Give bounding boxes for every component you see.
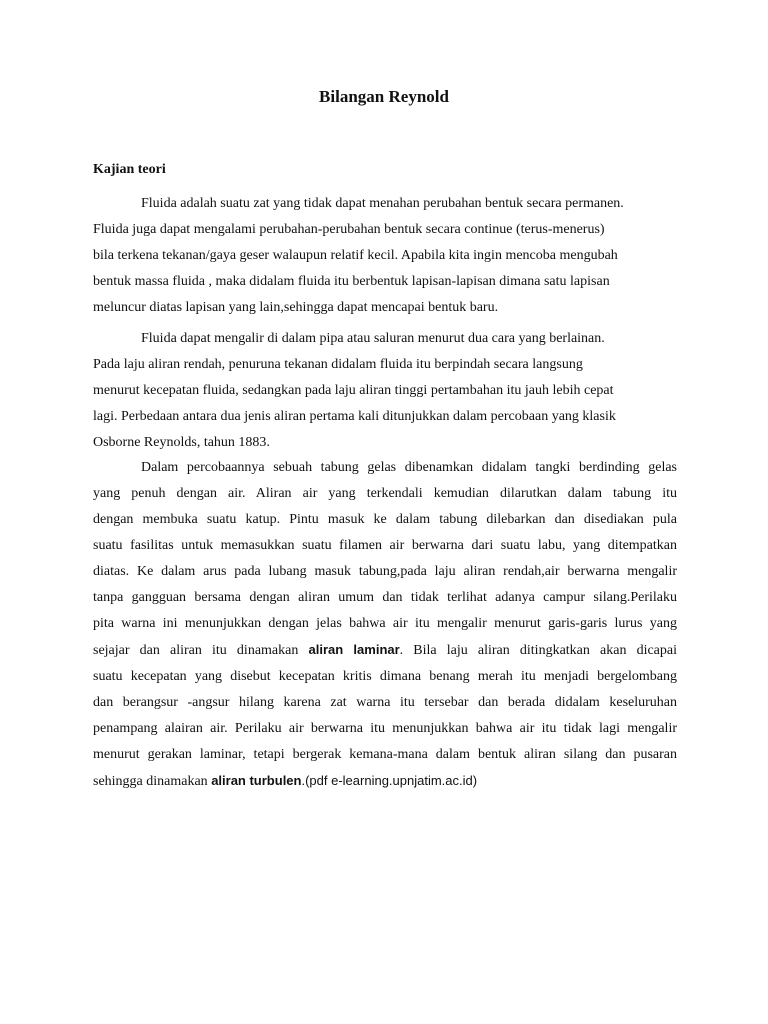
paragraph-line: dengan membuka suatu katup. Pintu masuk ke dalam tabung dilebarkan dan disediakan pula <box>93 512 677 527</box>
line-text: sejajar dan aliran itu dinamakan <box>93 643 299 658</box>
document-title: Bilangan Reynold <box>319 87 449 106</box>
term-aliran-laminar: aliran laminar <box>308 642 400 657</box>
paragraph-2 <box>93 326 677 456</box>
paragraph-line: dan berangsur -angsur hilang karena zat warna itu tersebar dan berada didalam keseluruhan <box>93 695 677 710</box>
paragraph-line: Fluida dapat mengalir di dalam pipa atau saluran menurut dua cara yang berlainan. <box>141 331 605 346</box>
paragraph-line: Fluida adalah suatu zat yang tidak dapat menahan perubahan bentuk secara permanen. <box>141 196 624 211</box>
paragraph-line: diatas. Ke dalam arus pada lubang masuk tabung,pada laju aliran rendah,air berwarna mengalir <box>93 564 677 579</box>
paragraph-line: penampang alairan air. Perilaku air berwarna itu menunjukkan bahwa air itu tidak lagi mengalir <box>93 721 677 736</box>
term-aliran-turbulen: aliran turbulen <box>211 773 302 788</box>
paragraph-line: Dalam percobaannya sebuah tabung gelas dibenamkan didalam tangki berdinding gelas <box>141 460 677 475</box>
paragraph-line: bentuk massa fluida , maka didalam fluida itu berbentuk lapisan-lapisan dimana satu lapisan <box>93 274 610 289</box>
line-text: . Bila laju aliran ditingkatkan akan dicapai <box>399 643 677 658</box>
paragraph-line: suatu fasilitas untuk memasukkan suatu filamen air berwarna dari suatu labu, yang ditempatkan <box>93 538 677 553</box>
paragraph-line: menurut gerakan laminar, tetapi bergerak kemana-mana dalam bentuk aliran silang dan pusaran <box>93 747 677 762</box>
paragraph-line: menurut kecepatan fluida, sedangkan pada laju aliran tinggi pertambahan itu jauh lebih cepat <box>93 383 614 398</box>
paragraph-1 <box>93 191 677 321</box>
paragraph-line: bila terkena tekanan/gaya geser walaupun relatif kecil. Apabila kita ingin mencoba mengubah <box>93 248 618 263</box>
paragraph-line: suatu kecepatan yang disebut kecepatan kritis dimana benang merah itu menjadi bergelombang <box>93 669 677 684</box>
paragraph-line: tanpa gangguan bersama dengan aliran umum dan tidak terlihat adanya campur silang.Perilaku <box>93 590 677 605</box>
paragraph-line <box>93 637 677 664</box>
paragraph-line: yang penuh dengan air. Aliran air yang terkendali kemudian dilarutkan dalam tabung itu <box>93 486 677 501</box>
paragraph-line: meluncur diatas lapisan yang lain,sehingga dapat mencapai bentuk baru. <box>93 300 499 315</box>
paragraph-line: Pada laju aliran rendah, penuruna tekanan didalam fluida itu berpindah secara langsung <box>93 357 583 372</box>
paragraph-line <box>93 768 677 795</box>
citation-text: .(pdf e-learning.upnjatim.ac.id) <box>301 773 478 788</box>
paragraph-line: Fluida juga dapat mengalami perubahan-perubahan bentuk secara continue (terus-menerus) <box>93 222 605 237</box>
paragraph-line: lagi. Perbedaan antara dua jenis aliran pertama kali ditunjukkan dalam percobaan yang klasik <box>93 409 616 424</box>
paragraph-line: pita warna ini menunjukkan dengan jelas bahwa air itu mengalir menurut garis-garis lurus yang <box>93 616 677 631</box>
line-text: sehingga dinamakan <box>93 774 208 789</box>
paragraph-line: Osborne Reynolds, tahun 1883. <box>93 435 270 450</box>
section-heading: Kajian teori <box>93 162 166 177</box>
paragraph-3 <box>93 455 677 795</box>
